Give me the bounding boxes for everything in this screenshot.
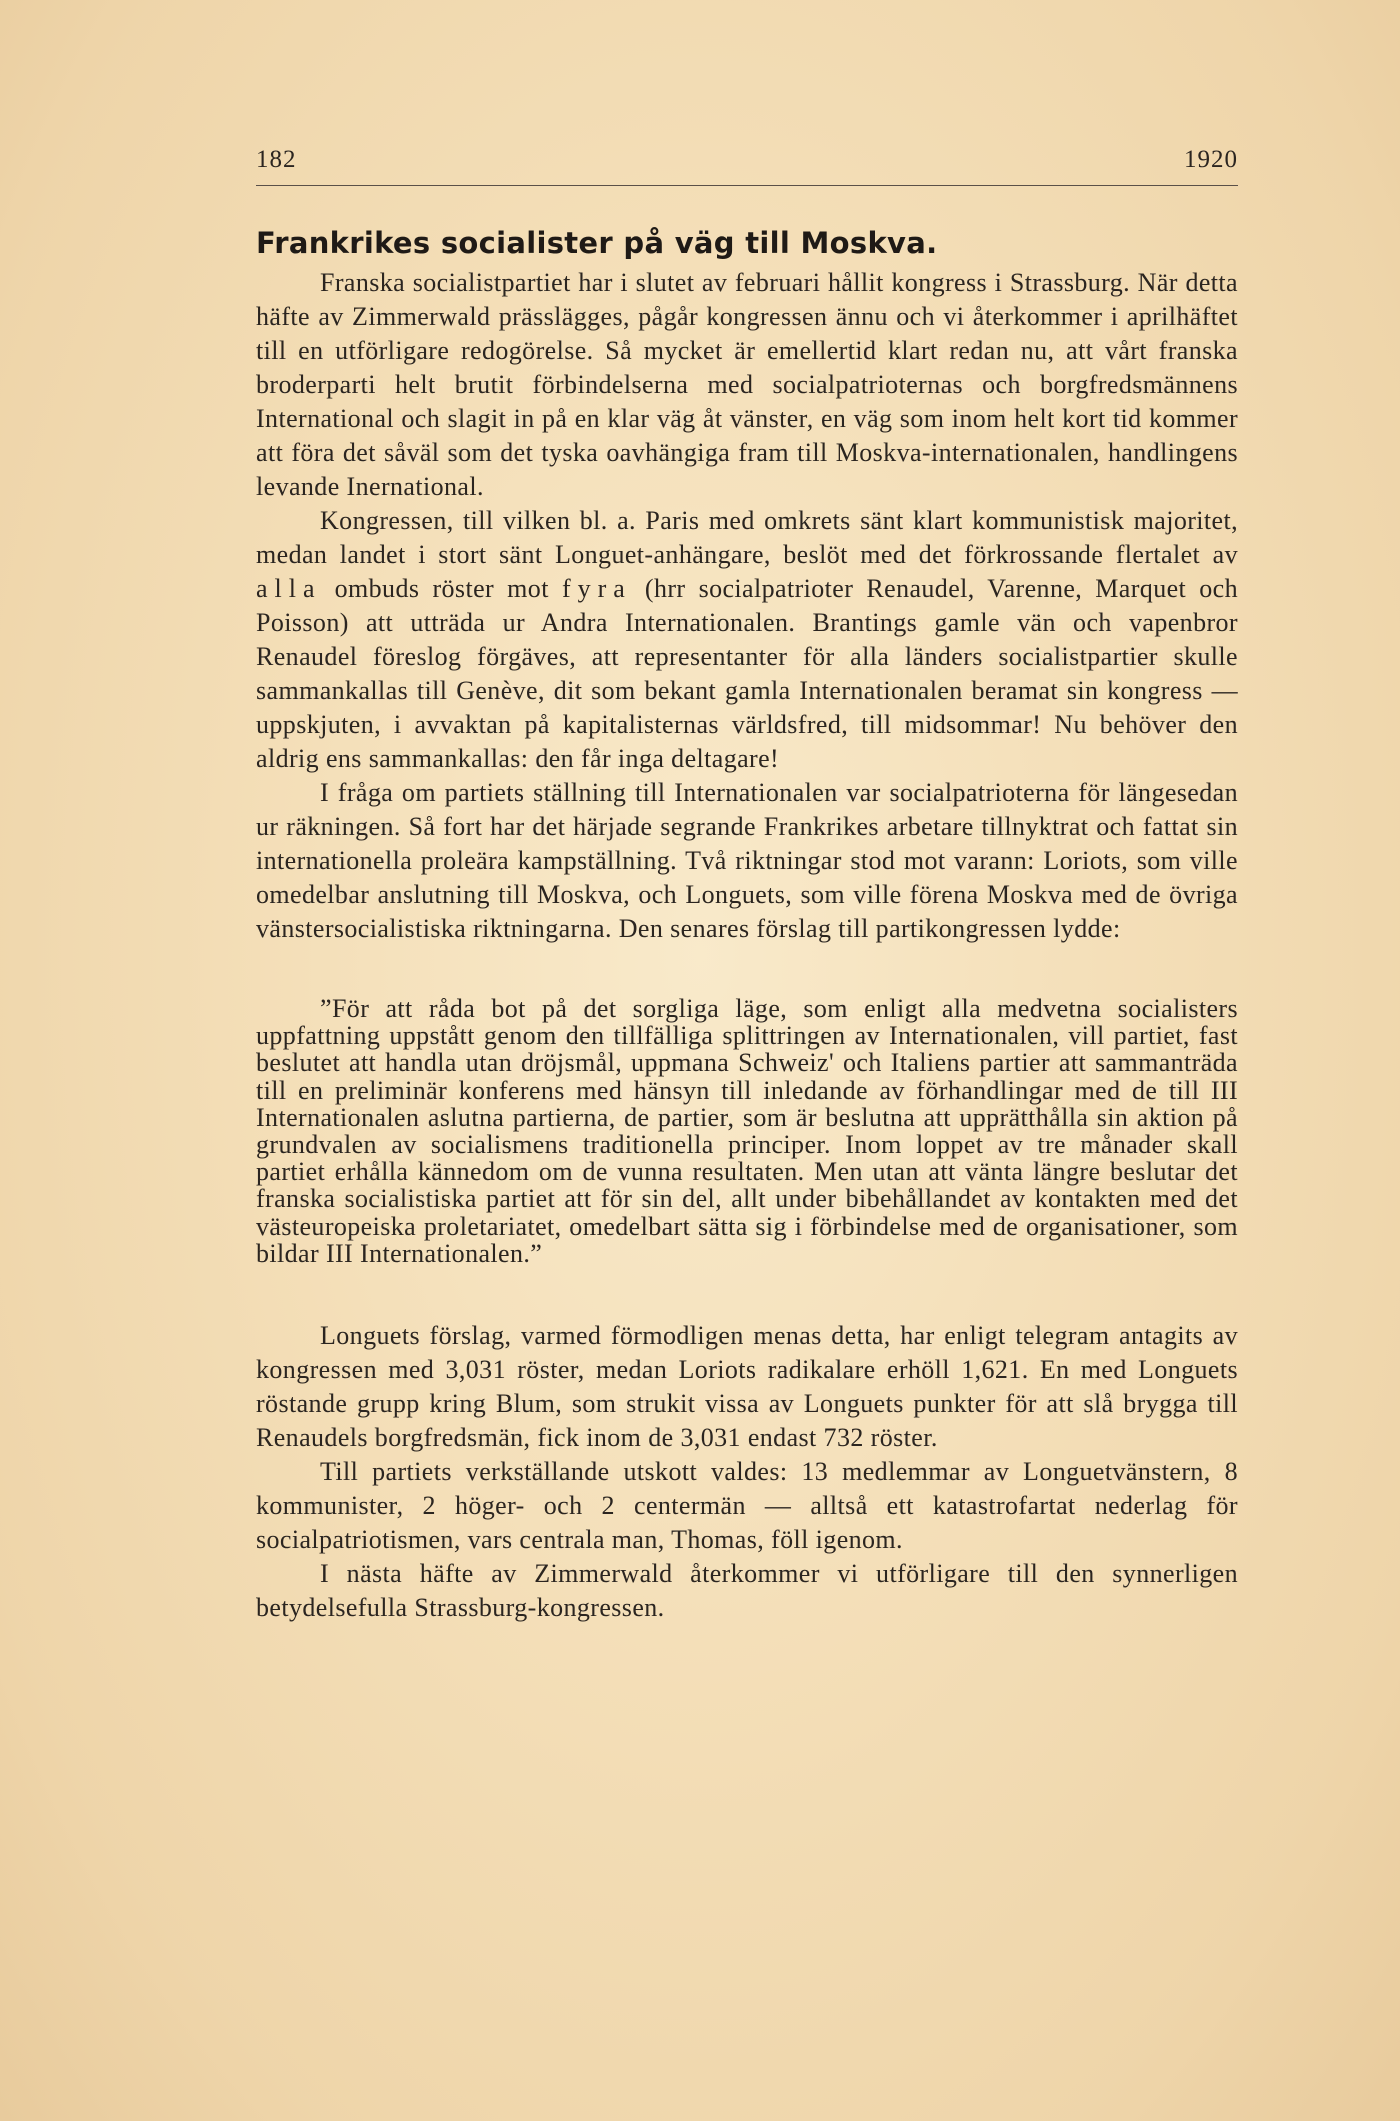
paragraph-2 (256, 504, 1238, 776)
paragraph-5: Till partiets verkställande utskott valdes: 13 medlemmar av Longuetvänstern, 8 kommunister, 2 höger- och 2 centermän — alltså ett katastrofartat nederlag för socialpatriotismen, vars centrala man, Thomas, föll igenom. (256, 1457, 1238, 1555)
paragraph-2-text-c: (hrr socialpatrioter Renaudel, Varenne, Marquet och Poisson) att utträda ur Andra Internationalen. Brantings gamle vän och vapenbror Renaudel föreslog förgäves, att representanter för alla länders socialistpartier skulle sammankallas till Genève, dit som bekant gamla Internationalen beramat sin kongress — uppskjuten, i avvaktan på kapitalisternas världsfred, till midsommar! Nu behöver den aldrig ens sammankallas: den får inga deltagare! (256, 574, 1239, 773)
document-page (256, 0, 1238, 2121)
paragraph-2-emphasis-fyra: fyra (561, 574, 632, 603)
quoted-resolution: ”För att råda bot på det sorgliga läge, som enligt alla medvetna socialisters uppfattning uppstått genom den tillfälliga splittringen av Internationalen, vill partiet, fast beslutet att handla utan dröjsmål, uppmana Schweiz' och Italiens partier att sammanträda till en preliminär konferens med hänsyn till inledande av förhandlingar med de till III Internationalen aslutna partierna, de partier, som är beslutna att upprätthålla sin aktion på grundvalen av socialismens traditionella principer. Inom loppet av tre månader skall partiet erhålla kännedom om de vunna resultaten. Men utan att vänta längre beslutar det franska socialistiska partiet att för sin del, allt under bibehållandet av kontakten med det västeuropeiska proletariatet, omedelbart sätta sig i förbindelse med de organisationer, som bildar III Internationalen.” (256, 994, 1238, 1268)
page-header (256, 146, 1238, 186)
header-year: 1920 (1184, 146, 1238, 173)
article (256, 226, 1238, 1625)
paragraph-2-text-a: Kongressen, till vilken bl. a. Paris med omkrets sänt klart kommunistisk majoritet, medan landet i stort sänt Longuet-anhängare, beslöt med det förkrossande flertalet av (256, 506, 1238, 569)
paragraph-1: Franska socialistpartiet har i slutet av februari hållit kongress i Strassburg. När detta häfte av Zimmerwald prässlägges, pågår kongressen ännu och vi återkommer i aprilhäftet till en utförligare redogörelse. Så mycket är emellertid klart redan nu, att vårt franska broderparti helt brutit förbindelserna med socialpatrioternas och borgfredsmännens International och slagit in på en klar väg åt vänster, en väg som inom helt kort tid kommer att föra det såväl som det tyska oavhängiga fram till Moskva-internationalen, handlingens levande Inernational. (256, 268, 1238, 501)
paragraph-6: I nästa häfte av Zimmerwald återkommer vi utförligare till den synnerligen betydelsefulla Strassburg-kongressen. (256, 1559, 1238, 1623)
page-number: 182 (256, 146, 297, 173)
header-rule (256, 185, 1238, 186)
paragraph-2-emphasis-alla: alla (256, 574, 322, 603)
article-title: Frankrikes socialister på väg till Moskva. (256, 226, 938, 260)
paragraph-3: I fråga om partiets ställning till Internationalen var socialpatrioterna för längesedan ur räkningen. Så fort har det härjade segrande Frankrikes arbetare tillnyktrat och fattat sin internationella proleära kampställning. Två riktningar stod mot varann: Loriots, som ville omedelbar anslutning till Moskva, och Longuets, som ville förena Moskva med de övriga vänstersocialistiska riktningarna. Den senares förslag till partikongressen lydde: (256, 778, 1238, 943)
paragraph-2-text-b: ombuds röster mot (321, 574, 562, 603)
paragraph-4: Longuets förslag, varmed förmodligen menas detta, har enligt telegram antagits av kongressen med 3,031 röster, medan Loriots radikalare erhöll 1,621. En med Longuets röstande grupp kring Blum, som strukit vissa av Longuets punkter för att slå brygga till Renaudels borgfredsmän, fick inom de 3,031 endast 732 röster. (256, 1321, 1238, 1453)
